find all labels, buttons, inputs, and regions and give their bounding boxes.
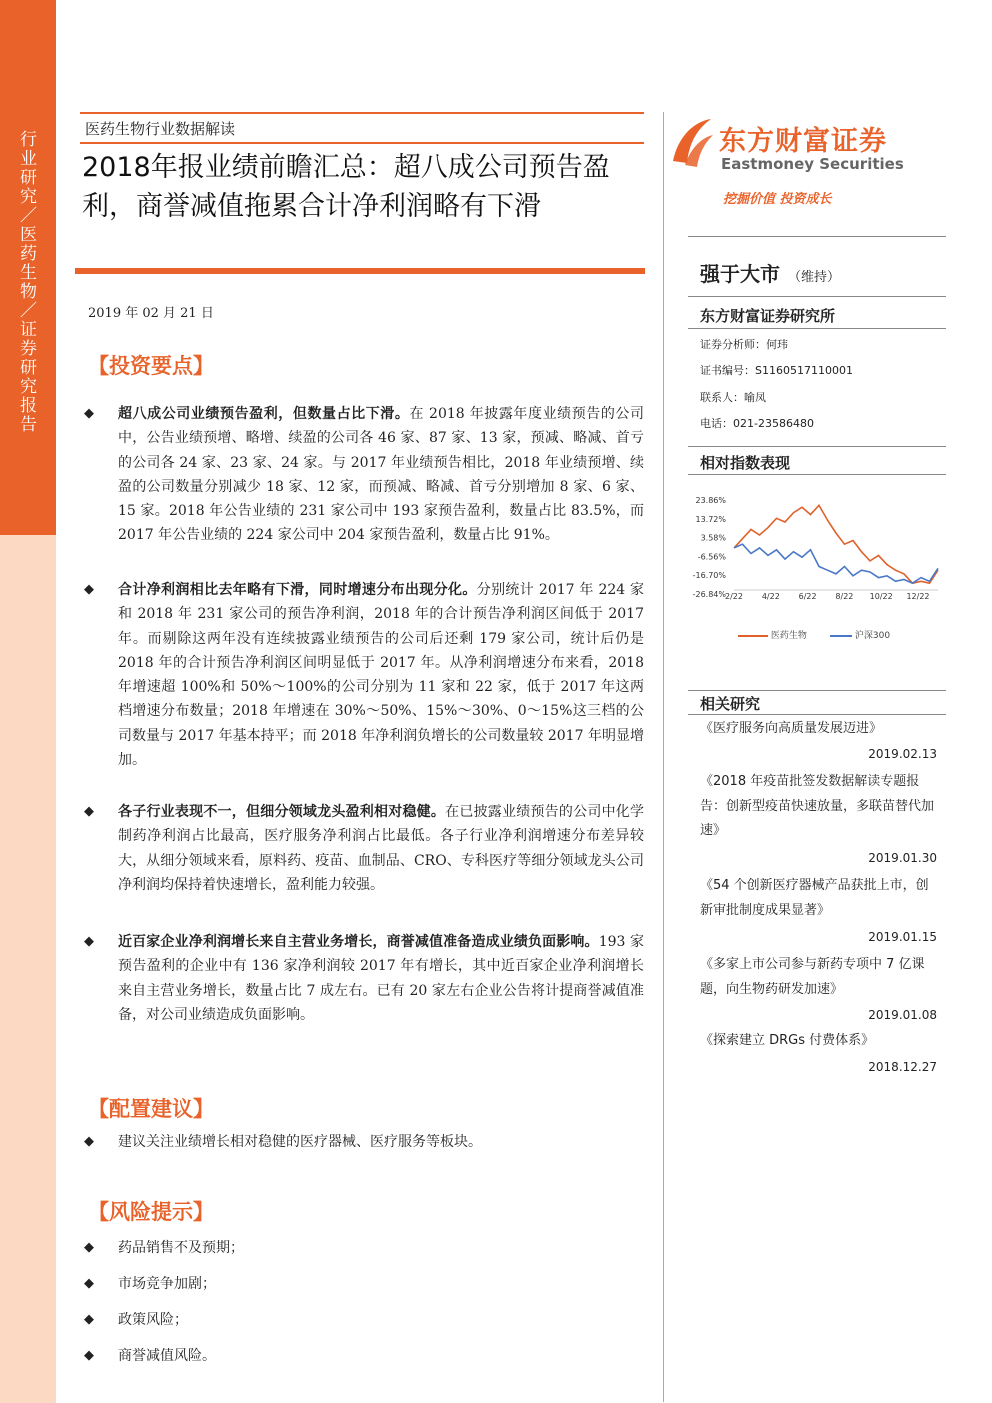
rule: [688, 474, 946, 475]
bullet-text: 政策风险；: [118, 1312, 188, 1328]
y-tick-label: -26.84%: [692, 590, 726, 599]
bullet-bold: 各子行业表现不一，但细分领域龙头盈利相对稳健。: [118, 804, 446, 820]
y-tick-label: -16.70%: [692, 571, 726, 581]
report-date: 2019 年 02 月 21 日: [88, 306, 214, 321]
phone: 电话：021-23586480: [700, 417, 814, 430]
section-heading-invest: 【投资要点】: [88, 353, 214, 378]
rule: [688, 690, 946, 691]
bullet-item: [84, 402, 644, 548]
section-heading-risk: 【风险提示】: [88, 1199, 214, 1224]
diamond-icon: ◆: [84, 804, 94, 819]
related-link[interactable]: 《多家上市公司参与新药专项中 7 亿课题，向生物药研发加速》: [700, 957, 925, 997]
diamond-icon: ◆: [84, 1240, 94, 1255]
logo-text-en: Eastmoney Securities: [721, 155, 904, 173]
relative-index-chart: [690, 488, 945, 608]
category-rule: [80, 142, 644, 144]
legend-item: [738, 628, 807, 641]
y-tick-label: -6.56%: [697, 552, 726, 562]
rating-value: 强于大市: [700, 262, 780, 286]
diamond-icon: ◆: [84, 934, 94, 949]
report-category: 医药生物行业数据解读: [85, 120, 236, 138]
bullet-text: 建议关注业绩增长相对稳健的医疗器械、医疗服务等板块。: [118, 1134, 482, 1150]
bullet-text: 在已披露业绩预告的公司中化学制药净利润占比最高，医疗服务净利润占比最低。各子行业净利润增速分布差异较大，从细分领域来看，原料药、疫苗、血制品、CRO、专科医疗等细分领域龙头公司净利润均保持着快速增长，盈利能力较强。: [118, 804, 645, 893]
title-rule: [75, 268, 645, 274]
report-title: 2018年报业绩前瞻汇总：超八成公司预告盈利，商誉减值拖累合计净利润略有下滑: [82, 152, 610, 222]
cert-number: 证书编号：S1160517110001: [700, 364, 853, 377]
related-link[interactable]: 《探索建立 DRGs 付费体系》: [700, 1033, 875, 1048]
y-tick-label: 13.72%: [695, 514, 726, 524]
diamond-icon: ◆: [84, 1312, 94, 1327]
analyst: 证券分析师：何玮: [700, 338, 788, 351]
related-date: 2019.01.15: [868, 930, 937, 944]
rating: [700, 258, 840, 287]
bullet-item: [84, 1130, 644, 1154]
bullet-text: 市场竞争加剧；: [118, 1276, 216, 1292]
x-tick-label: 4/22: [761, 592, 780, 601]
diamond-icon: ◆: [84, 406, 94, 421]
bullet-item: [84, 1344, 644, 1368]
bullet-item: [84, 1236, 644, 1260]
related-date: 2018.12.27: [868, 1060, 937, 1074]
legend-label: 医药生物: [770, 631, 807, 641]
bullet-bold: 合计净利润相比去年略有下滑，同时增速分布出现分化。: [118, 582, 477, 598]
related-link[interactable]: 《2018 年疫苗批签发数据解读专题报告：创新型疫苗快速放量，多联苗替代加速》: [700, 774, 935, 838]
rule: [688, 446, 946, 447]
bullet-item: [84, 1308, 644, 1332]
x-tick-label: 8/22: [835, 592, 854, 601]
company-logo: [667, 113, 947, 183]
x-tick-label: 10/22: [869, 592, 893, 601]
rule: [688, 328, 946, 329]
column-divider: [663, 112, 664, 1402]
bullet-bold: 近百家企业净利润增长来自主营业务增长，商誉减值准备造成业绩负面影响。: [118, 934, 599, 950]
x-tick-label: 12/22: [906, 592, 930, 601]
diamond-icon: ◆: [84, 582, 94, 597]
bullet-item: [84, 800, 644, 897]
related-heading: 相关研究: [700, 695, 761, 713]
rule: [688, 236, 946, 237]
bullet-item: [84, 1272, 644, 1296]
contact: 联系人：喻凤: [700, 391, 766, 404]
bullet-text: 193 家预告盈利的企业中有 136 家净利润较 2017 年有增长，其中近百家企业净利润增长来自主营业务增长，数量占比 7 成左右。已有 20 家左右企业公告将计提商誉减值准备，对公司业绩造成负面影响。: [118, 934, 645, 1023]
related-date: 2019.02.13: [868, 747, 937, 761]
rating-sub: （维持）: [788, 270, 841, 285]
chart-heading: 相对指数表现: [700, 454, 791, 472]
bullet-text: 在 2018 年披露年度业绩预告的公司中，公告业绩预增、略增、续盈的公司各 46 家、87 家、13 家，预减、略减、首亏的公司各 24 家、23 家、24 家。与 2017 年业绩预告相比，2018 年业绩预增、续盈的公司数量分别减少 18 家、12 家，而预减、略减、首亏分别增加 8 家、6 家、15 家。2018 年公告业绩的 231 家公司中 193 家预告盈利，数量占比 83.5%，而 2017 年公告业绩的 224 家公司中 204 家预告盈利，数量占比 91%。: [118, 406, 644, 544]
legend-item: [830, 628, 890, 641]
bullet-bold: 超八成公司业绩预告盈利，但数量占比下滑。: [118, 406, 410, 422]
series-line-1: [734, 505, 938, 583]
slogan: 挖掘价值 投资成长: [723, 192, 832, 207]
diamond-icon: ◆: [84, 1276, 94, 1291]
diamond-icon: ◆: [84, 1348, 94, 1363]
diamond-icon: ◆: [84, 1134, 94, 1149]
rule: [688, 296, 946, 297]
legend-swatch: [830, 635, 852, 637]
related-link[interactable]: 《54 个创新医疗器械产品获批上市，创新审批制度成果显著》: [700, 878, 929, 918]
legend-swatch: [738, 635, 768, 637]
bullet-item: [84, 930, 644, 1027]
logo-text-cn: 东方财富证券: [719, 126, 887, 157]
institute-name: 东方财富证券研究所: [700, 307, 836, 325]
y-tick-label: 23.86%: [695, 496, 726, 505]
related-link[interactable]: 《医疗服务向高质量发展迈进》: [700, 721, 883, 736]
bullet-text: 商誉减值风险。: [118, 1348, 216, 1364]
sidebar-text: 行业研究／医药生物／证券研究报告: [16, 130, 36, 434]
x-tick-label: 2/22: [725, 592, 743, 601]
top-rule: [80, 112, 644, 114]
x-tick-label: 6/22: [798, 592, 817, 601]
bullet-text: 药品销售不及预期；: [118, 1240, 244, 1256]
y-tick-label: 3.58%: [700, 533, 726, 543]
related-date: 2019.01.30: [868, 851, 937, 865]
legend-label: 沪深300: [854, 631, 891, 641]
bullet-text: 分别统计 2017 年 224 家和 2018 年 231 家公司的预告净利润，2018 年的合计预告净利润区间低于 2017 年。而剔除这两年没有连续披露业绩预告的公司后还剩 179 家公司，统计后仍是 2018 年的合计预告净利润区间明显低于 2017 年。从净利润增速分布来看，2018 年增速超 100%和 50%～100%的公司分别为 11 家和 22 家，低于 2017 年这两档增速分布数量；2018 年增速在 30%～50%、15%～30%、0～15%这三档的公司数量与 2017 年基本持平；而 2018 年净利润负增长的公司数量较 2017 年明显增加。: [118, 582, 645, 769]
logo-mark-icon: [667, 113, 717, 173]
section-heading-config: 【配置建议】: [88, 1096, 214, 1121]
related-date: 2019.01.08: [868, 1008, 937, 1022]
bullet-item: [84, 578, 644, 772]
rule: [688, 714, 946, 715]
